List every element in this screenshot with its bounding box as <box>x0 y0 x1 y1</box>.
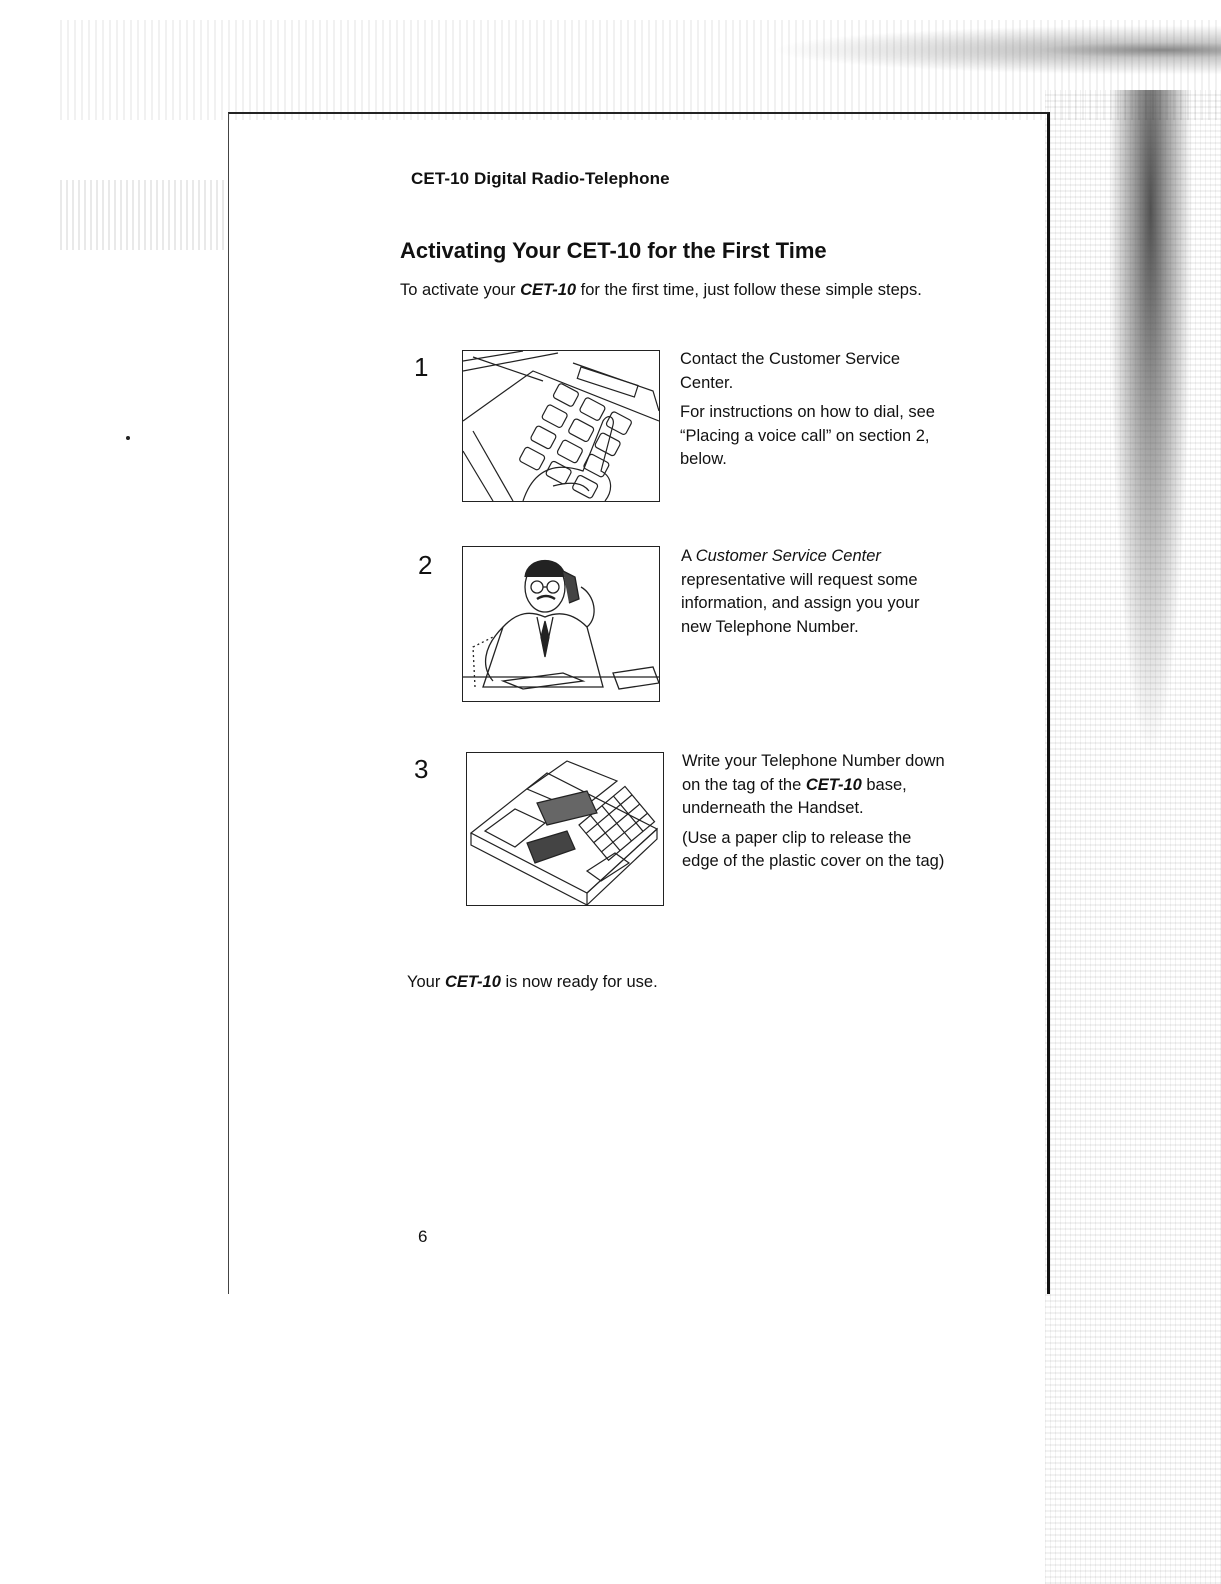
section-title: Activating Your CET-10 for the First Time <box>400 238 827 263</box>
step-3-line-2: (Use a paper clip to release the edge of the plastic cover on the tag) <box>682 828 945 870</box>
step-1-line-1: Contact the Customer Service Center. <box>680 350 901 392</box>
brand-name: CET-10 <box>805 775 862 794</box>
step-3-number: 3 <box>414 754 429 784</box>
brand-name: CET-10 <box>520 281 577 299</box>
scan-speck <box>126 436 130 440</box>
step-1-line-2: For instructions on how to dial, see “Placing a voice call” on section 2, below. <box>680 403 935 468</box>
step-3-text <box>682 750 952 880</box>
scan-artifact-left <box>60 180 225 250</box>
scan-artifact-right <box>1045 90 1221 1584</box>
intro-paragraph: To activate your CET-10 for the first time, just follow these simple steps. <box>400 281 922 299</box>
running-header: CET-10 Digital Radio-Telephone <box>411 169 670 188</box>
step-2-number: 2 <box>418 550 433 580</box>
service-representative-illustration <box>462 546 660 702</box>
hand-dialing-keypad-illustration <box>462 350 660 502</box>
step-2-text <box>681 545 951 645</box>
brand-name: CET-10 <box>444 973 501 991</box>
step-1-number: 1 <box>414 352 429 382</box>
step-3-line-1: Write your Telephone Number down on the tag of the CET-10 base, underneath the Handset. <box>682 752 945 817</box>
page-number: 6 <box>418 1227 428 1246</box>
step-1-text <box>680 348 950 478</box>
cet10-base-unit-illustration <box>466 752 664 906</box>
step-2-line-1: A Customer Service Center representative will request some information, and assign you your new Telephone Number. <box>681 547 920 636</box>
closing-sentence: Your CET-10 is now ready for use. <box>407 973 658 991</box>
